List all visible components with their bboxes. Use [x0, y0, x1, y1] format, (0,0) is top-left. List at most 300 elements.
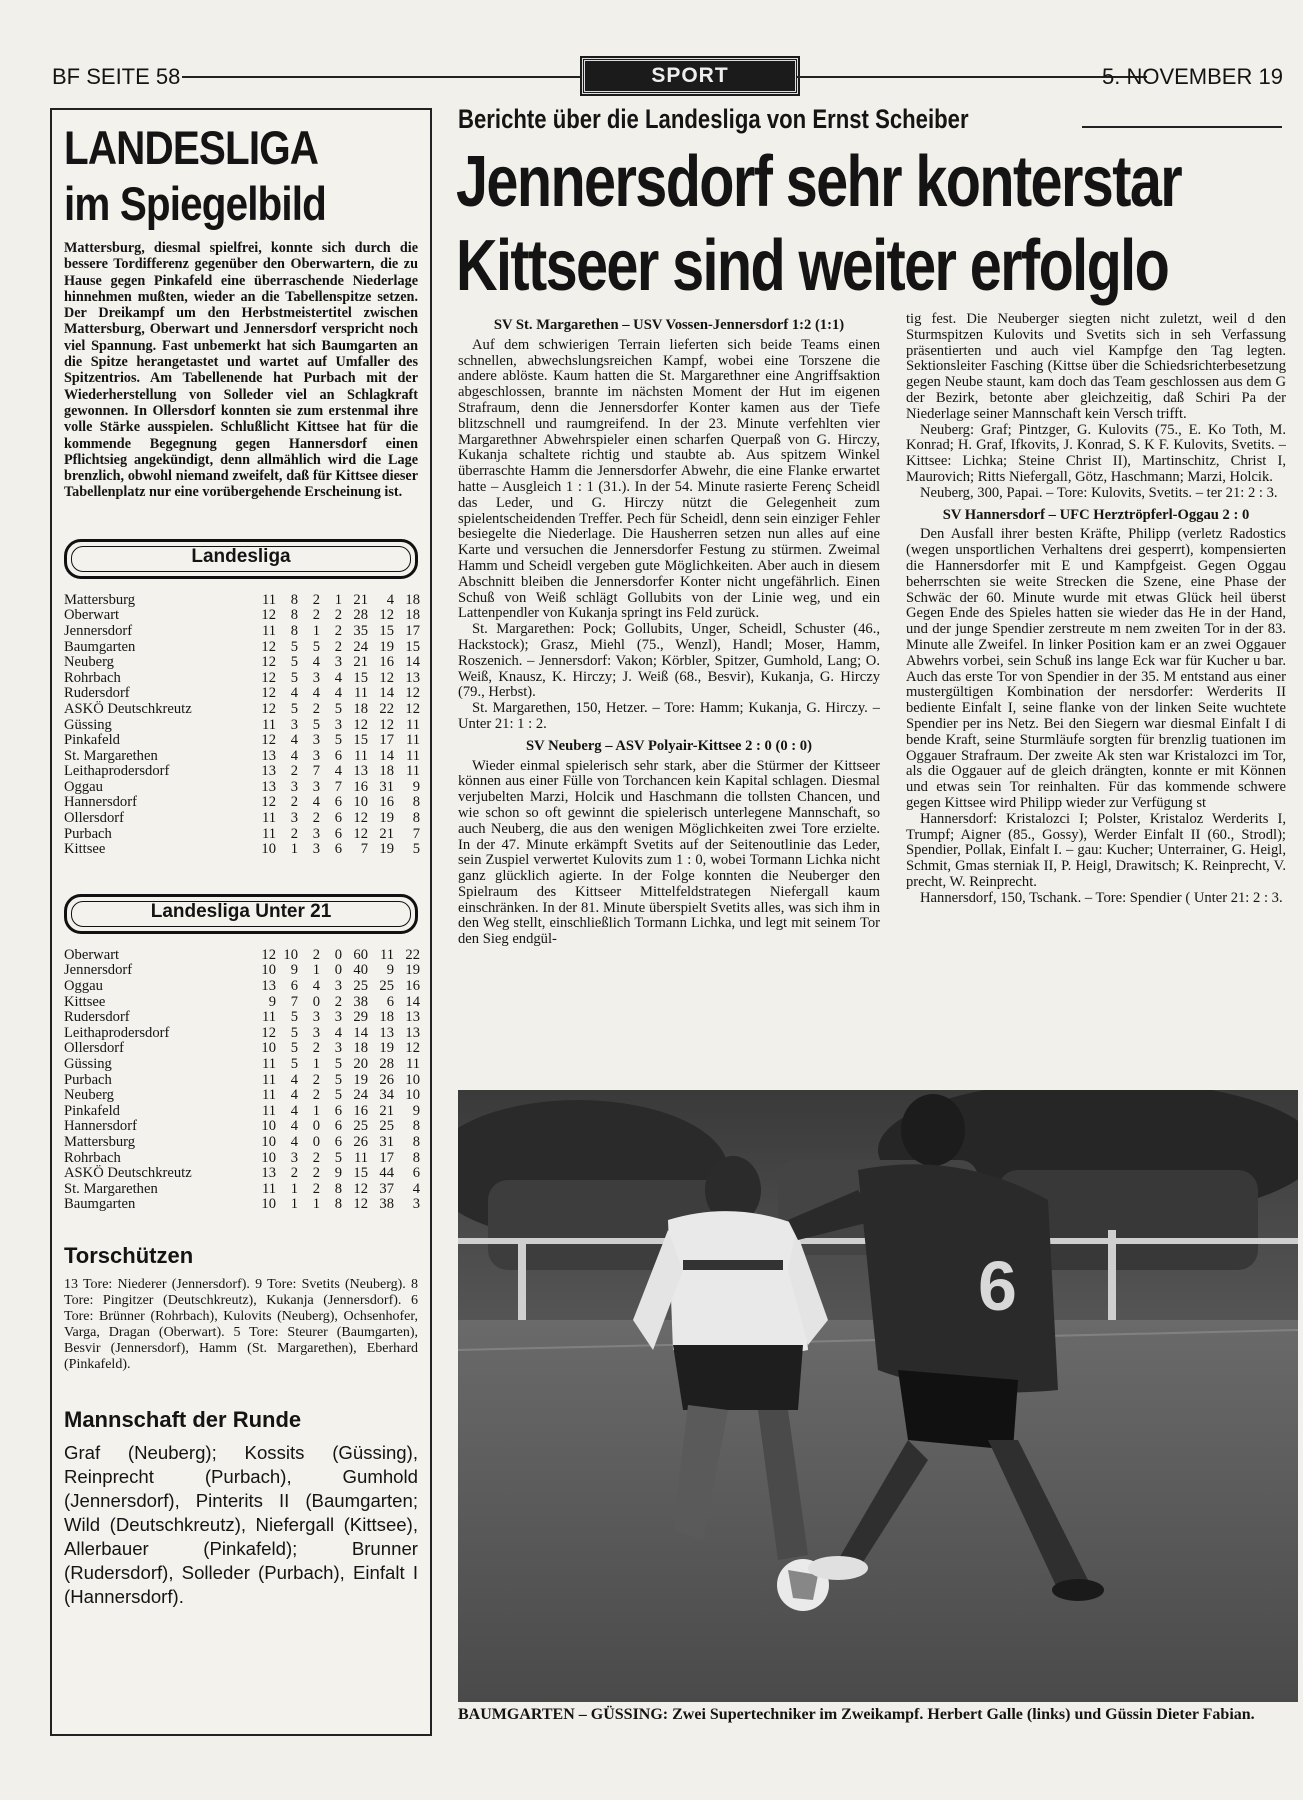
stat-cell: 11 [261, 716, 276, 733]
stat-cell: 12 [405, 685, 420, 702]
stat-cell: 1 [312, 1056, 320, 1072]
table-heading-label: Landesliga Unter 21 [150, 900, 332, 922]
stat-cell: 38 [379, 1196, 394, 1213]
header-rule-left [182, 76, 632, 78]
stat-cell: 11 [261, 1009, 276, 1026]
stat-cell: 9 [412, 778, 420, 795]
stat-cell: 4 [312, 654, 320, 671]
team-name: Pinkafeld [64, 732, 120, 749]
stat-cell: 2 [334, 993, 342, 1010]
stat-cell: 2 [334, 638, 342, 655]
stat-cell: 7 [360, 841, 368, 858]
team-name: St. Margarethen [64, 1180, 158, 1197]
stat-cell: 2 [312, 1149, 320, 1166]
stat-cell: 18 [379, 1009, 394, 1026]
stat-cell: 0 [334, 962, 342, 979]
stat-cell: 11 [353, 685, 368, 702]
kicker-rule [1082, 126, 1282, 128]
stat-cell: 4 [334, 685, 342, 702]
stat-cell: 12 [379, 607, 394, 624]
team-name: Oberwart [64, 946, 120, 963]
stat-cell: 1 [290, 841, 298, 858]
article-paragraph: St. Margarethen: Pock; Gollubits, Unger, Scheidl, Schuster (46., Hackstock); Grasz, Miehl (75., Wenzl), Handl; Moser, Hamm, Roszenich. – Jennersdorf: Vakon; Körbler, Spitzer, Gumhold, Lang; O. Weiß, Knausz, K. Hirczy; J. Weiß (68., Besvir), Kukanja, G. Hirczy (79., Herbst). [458, 621, 880, 701]
scorers-text: 13 Tore: Niederer (Jennersdorf). 9 Tore: Svetits (Neuberg). 8 Tore: Pingitzer (Deutschkreutz), Kukanja (Jennersdorf). 6 Tore: Brünner (Rohrbach), Kulovits (Neuberg), Ochsenhofer, Varga, Dragan (Oberwart). 5 Tore: Steurer (Baumgarten), Besvir (Jennersdorf), Hamm (St. Margarethen), Eberhard (Pinkafeld). [64, 1276, 418, 1372]
page-number: BF SEITE 58 [52, 64, 181, 89]
stat-cell: 2 [334, 622, 342, 639]
stat-cell: 35 [353, 622, 368, 639]
stat-cell: 3 [290, 810, 298, 827]
stat-cell: 5 [334, 1071, 342, 1088]
stat-cell: 34 [379, 1087, 394, 1104]
stat-cell: 3 [312, 732, 320, 749]
stat-cell: 17 [405, 622, 420, 639]
stat-cell: 12 [379, 669, 394, 686]
team-name: Oggau [64, 978, 103, 995]
stat-cell: 11 [261, 591, 276, 608]
stat-cell: 3 [290, 716, 298, 733]
stat-cell: 3 [412, 1196, 420, 1213]
team-name: Pinkafeld [64, 1102, 120, 1119]
stat-cell: 11 [379, 946, 394, 963]
team-name: Mattersburg [64, 1133, 136, 1150]
stat-cell: 10 [261, 1149, 276, 1166]
table-row [64, 979, 420, 995]
stat-cell: 3 [334, 978, 342, 995]
team-name: Neuberg [64, 654, 114, 671]
stat-cell: 4 [386, 591, 394, 608]
stat-cell: 16 [379, 794, 394, 811]
stat-cell: 11 [405, 747, 420, 764]
team-name: Mattersburg [64, 591, 136, 608]
scorers-heading: Torschützen [64, 1242, 194, 1268]
stat-cell: 19 [379, 810, 394, 827]
stat-cell: 2 [290, 763, 298, 780]
stat-cell: 9 [386, 962, 394, 979]
stat-cell: 3 [312, 747, 320, 764]
stat-cell: 10 [261, 1040, 276, 1057]
stat-cell: 0 [312, 1118, 320, 1135]
stat-cell: 8 [412, 1133, 420, 1150]
stat-cell: 12 [261, 638, 276, 655]
stat-cell: 12 [261, 794, 276, 811]
article-paragraph: Hannersdorf: Kristalozci I; Polster, Kristaloz Werderits I, Trumpf; Aigner (85., Gossy), Werder Einfalt II (60., Strodl); Spendier, Pollak, Einfalt I. – gau: Kucher; Unterrainer, G. Heigl, Schmit, Gmas sterniak II, P. Heigl, Drawitsch; K. Reinprecht, V. precht, W. Reinprecht. [906, 810, 1286, 890]
stat-cell: 12 [261, 946, 276, 963]
stat-cell: 4 [290, 685, 298, 702]
stat-cell: 12 [353, 825, 368, 842]
stat-cell: 3 [312, 778, 320, 795]
stat-cell: 25 [353, 1118, 368, 1135]
table-row [64, 1057, 420, 1073]
stat-cell: 14 [379, 747, 394, 764]
stat-cell: 6 [386, 993, 394, 1010]
stat-cell: 4 [412, 1180, 420, 1197]
article-paragraph: Neuberg: Graf; Pintzger, G. Kulovits (75., E. Ko Toth, M. Konrad; H. Graf, Ifkovits, J. Konrad, S. K F. Kulovits, Svetits. – Kittsee: Lichka; Steine Christ II), Martinschitz, Christ I, Maurovich; Ritts Niefergall, Götz, Haschmann; Marzi, Holcik. [906, 421, 1286, 485]
team-name: Oggau [64, 778, 103, 795]
stat-cell: 12 [261, 700, 276, 717]
stat-cell: 9 [290, 962, 298, 979]
stat-cell: 15 [405, 638, 420, 655]
stat-cell: 5 [334, 1087, 342, 1104]
stat-cell: 7 [334, 778, 342, 795]
stat-cell: 60 [353, 946, 368, 963]
stat-cell: 3 [290, 778, 298, 795]
stat-cell: 5 [290, 1056, 298, 1072]
stat-cell: 2 [312, 1180, 320, 1197]
team-name: Purbach [64, 825, 112, 842]
stat-cell: 5 [290, 669, 298, 686]
match-photo [458, 1090, 1298, 1702]
stat-cell: 13 [353, 763, 368, 780]
stat-cell: 4 [334, 669, 342, 686]
stat-cell: 6 [290, 978, 298, 995]
stat-cell: 6 [334, 825, 342, 842]
stat-cell: 5 [334, 732, 342, 749]
stat-cell: 8 [412, 1118, 420, 1135]
stat-cell: 5 [334, 700, 342, 717]
stat-cell: 3 [312, 669, 320, 686]
stat-cell: 13 [261, 1165, 276, 1182]
stat-cell: 15 [353, 669, 368, 686]
stat-cell: 1 [312, 622, 320, 639]
stat-cell: 11 [261, 810, 276, 827]
team-of-round-heading: Mannschaft der Runde [64, 1406, 302, 1432]
table-row [64, 624, 420, 640]
stat-cell: 3 [334, 1040, 342, 1057]
stat-cell: 12 [261, 1024, 276, 1041]
table-row [64, 811, 420, 827]
team-name: Kittsee [64, 993, 106, 1010]
table-row [64, 608, 420, 624]
stat-cell: 6 [334, 810, 342, 827]
stat-cell: 3 [334, 1009, 342, 1026]
stat-cell: 1 [334, 591, 342, 608]
stat-cell: 8 [290, 622, 298, 639]
stat-cell: 18 [353, 1040, 368, 1057]
table-row [64, 702, 420, 718]
stat-cell: 12 [405, 700, 420, 717]
stat-cell: 7 [312, 763, 320, 780]
stat-cell: 2 [312, 591, 320, 608]
team-name: Baumgarten [64, 1196, 136, 1213]
headline-line2: Kittseer sind weiter erfolglo [456, 226, 1169, 306]
table-heading-unter21 [64, 894, 418, 934]
sidebar-title-line2: im Spiegelbild [64, 177, 326, 230]
stat-cell: 18 [405, 591, 420, 608]
team-name: Baumgarten [64, 638, 136, 655]
stat-cell: 15 [353, 732, 368, 749]
stat-cell: 20 [353, 1056, 368, 1072]
stat-cell: 19 [379, 841, 394, 858]
stat-cell: 13 [405, 1024, 420, 1041]
stat-cell: 13 [261, 978, 276, 995]
table-row [64, 827, 420, 843]
stat-cell: 28 [353, 607, 368, 624]
stat-cell: 10 [405, 1071, 420, 1088]
stat-cell: 4 [312, 685, 320, 702]
stat-cell: 8 [412, 1149, 420, 1166]
stat-cell: 2 [290, 1165, 298, 1182]
stat-cell: 31 [379, 1133, 394, 1150]
table-row [64, 733, 420, 749]
stat-cell: 13 [261, 747, 276, 764]
stat-cell: 4 [334, 1024, 342, 1041]
table-heading-label: Landesliga [191, 545, 291, 567]
stat-cell: 12 [353, 716, 368, 733]
team-name: Oberwart [64, 607, 120, 624]
stat-cell: 8 [290, 591, 298, 608]
stat-cell: 5 [290, 700, 298, 717]
stat-cell: 37 [379, 1180, 394, 1197]
stat-cell: 4 [290, 1102, 298, 1119]
stat-cell: 16 [379, 654, 394, 671]
table-row [64, 1151, 420, 1167]
team-name: Hannersdorf [64, 794, 137, 811]
stat-cell: 4 [290, 1071, 298, 1088]
stat-cell: 21 [353, 654, 368, 671]
stat-cell: 6 [334, 794, 342, 811]
stat-cell: 4 [312, 978, 320, 995]
table-row [64, 640, 420, 656]
stat-cell: 25 [353, 978, 368, 995]
stat-cell: 18 [379, 763, 394, 780]
table-row [64, 686, 420, 702]
stat-cell: 11 [405, 716, 420, 733]
stat-cell: 12 [261, 732, 276, 749]
table-row [64, 749, 420, 765]
stat-cell: 11 [261, 622, 276, 639]
stat-cell: 9 [334, 1165, 342, 1182]
article-headline [456, 140, 1303, 308]
stat-cell: 2 [290, 825, 298, 842]
stat-cell: 10 [261, 1118, 276, 1135]
team-name: ASKÖ Deutschkreutz [64, 1165, 192, 1182]
article-paragraph: St. Margarethen, 150, Hetzer. – Tore: Hamm; Kukanja, G. Hirczy. – Unter 21: 1 : 2. [458, 700, 880, 732]
stat-cell: 3 [334, 716, 342, 733]
stat-cell: 0 [312, 1133, 320, 1150]
stat-cell: 31 [379, 778, 394, 795]
stat-cell: 8 [334, 1196, 342, 1213]
stat-cell: 12 [261, 607, 276, 624]
stat-cell: 11 [261, 825, 276, 842]
stat-cell: 19 [379, 638, 394, 655]
stat-cell: 4 [290, 732, 298, 749]
stat-cell: 11 [261, 1180, 276, 1197]
stat-cell: 10 [353, 794, 368, 811]
stat-cell: 8 [412, 794, 420, 811]
stat-cell: 17 [379, 1149, 394, 1166]
table-row [64, 718, 420, 734]
stat-cell: 2 [312, 1165, 320, 1182]
stat-cell: 12 [353, 810, 368, 827]
jersey-number: 6 [978, 1247, 1017, 1325]
table-row [64, 1119, 420, 1135]
stat-cell: 5 [312, 716, 320, 733]
match-heading: SV St. Margarethen – USV Vossen-Jennersdorf 1:2 (1:1) [493, 317, 845, 333]
stat-cell: 24 [353, 638, 368, 655]
stat-cell: 3 [312, 825, 320, 842]
stat-cell: 6 [334, 1118, 342, 1135]
stat-cell: 5 [290, 1024, 298, 1041]
team-name: Leithaprodersdorf [64, 1024, 170, 1041]
stat-cell: 5 [290, 654, 298, 671]
team-name: Purbach [64, 1071, 112, 1088]
stat-cell: 26 [353, 1133, 368, 1150]
article-paragraph: tig fest. Die Neuberger siegten nicht zuletzt, weil d den Sturmspitzen Kulovits und Svetits sich in seh Verfassung präsentierten und auch viel Kampfge den Tag legten. Sektionsleiter Fasching (Kittse über die Schiedsrichterbesetzung gegen Neube staunt, kam doch das Team geschlossen aus dem G der Bezirk, betonte aber gleichzeitig, daß Schiri Pa der Niederlage seiner Mannschaft kein Versch trifft. [906, 312, 1286, 422]
stat-cell: 10 [261, 962, 276, 979]
stat-cell: 14 [379, 685, 394, 702]
stat-cell: 3 [312, 1024, 320, 1041]
stat-cell: 12 [353, 1196, 368, 1213]
stat-cell: 2 [312, 946, 320, 963]
stat-cell: 1 [290, 1196, 298, 1213]
stat-cell: 5 [312, 638, 320, 655]
table-row [64, 671, 420, 687]
stat-cell: 6 [334, 1133, 342, 1150]
table-row [64, 1041, 420, 1057]
stat-cell: 4 [290, 1087, 298, 1104]
stat-cell: 14 [405, 993, 420, 1010]
stat-cell: 4 [290, 747, 298, 764]
match-heading: SV Neuberg – ASV Polyair-Kittsee 2 : 0 (0 : 0) [526, 737, 812, 754]
table-row [64, 948, 420, 964]
stat-cell: 22 [379, 700, 394, 717]
team-name: Neuberg [64, 1087, 114, 1104]
stat-cell: 11 [353, 1149, 368, 1166]
stat-cell: 25 [379, 978, 394, 995]
standings-table-u21 [64, 948, 420, 1213]
team-name: Rudersdorf [64, 685, 130, 702]
stat-cell: 38 [353, 993, 368, 1010]
stat-cell: 11 [353, 747, 368, 764]
stat-cell: 19 [353, 1071, 368, 1088]
table-row [64, 1182, 420, 1198]
stat-cell: 10 [261, 841, 276, 858]
stat-cell: 13 [405, 1009, 420, 1026]
table-row [64, 1010, 420, 1026]
team-name: Rohrbach [64, 669, 121, 686]
stat-cell: 12 [379, 716, 394, 733]
stat-cell: 13 [261, 763, 276, 780]
stat-cell: 10 [261, 1133, 276, 1150]
table-row [64, 780, 420, 796]
stat-cell: 16 [405, 978, 420, 995]
stat-cell: 1 [312, 962, 320, 979]
stat-cell: 18 [405, 607, 420, 624]
stat-cell: 1 [290, 1180, 298, 1197]
stat-cell: 6 [334, 841, 342, 858]
stat-cell: 0 [312, 993, 320, 1010]
stat-cell: 5 [290, 1009, 298, 1026]
stat-cell: 29 [353, 1009, 368, 1026]
team-name: Jennersdorf [64, 962, 133, 979]
article-paragraph: Hannersdorf, 150, Tschank. – Tore: Spendier ( Unter 21: 2 : 3. [920, 889, 1283, 906]
match-heading: SV Hannersdorf – UFC Herztröpferl-Oggau 2 : 0 [942, 506, 1250, 523]
stat-cell: 16 [353, 778, 368, 795]
table-row [64, 655, 420, 671]
issue-date: 5. NOVEMBER 19 [1102, 64, 1283, 89]
stat-cell: 12 [353, 1180, 368, 1197]
table-row [64, 1135, 420, 1151]
stat-cell: 22 [405, 946, 420, 963]
article-kicker: Berichte über die Landesliga von Ernst Scheiber [458, 104, 969, 134]
article-paragraph: Neuberg, 300, Papai. – Tore: Kulovits, Svetits. – ter 21: 2 : 3. [920, 484, 1278, 501]
stat-cell: 13 [379, 1024, 394, 1041]
stat-cell: 7 [290, 993, 298, 1010]
stat-cell: 11 [405, 763, 420, 780]
stat-cell: 2 [312, 700, 320, 717]
team-name: Rohrbach [64, 1149, 121, 1166]
stat-cell: 1 [312, 1102, 320, 1119]
article-paragraph: Den Ausfall ihrer besten Kräfte, Philipp (verletz Radostics (wegen unsportlichen Verhaltens drei gesperrt), kompensierten die Hannersdorfer mit E und Kampfgeist. Gegen Oggau beherrschten sie weite Strecken die Szene, eine Phase der Schwäc der 60. Minute wurde mit etwas Glück heil überst Gegen Ende des Spieles hatten sie wieder das He in der Hand, und der junge Spendier zerstreute m nem zweiten Tor in der 83. Minute alle Zweifel. In linker Position kam er an zwei Oggauer Abwehrs vorbei, sein Schuß ins lange Eck war für Kucher u bar. Auch das erste Tor von Spendier in der 35. M entstand aus einer mustergültigen Kombination der nersdorfer: Werderits II bediente Einfalt I, seine flanke von der linken Seite wuchtete Spendier per ins Netz. Bei den Siegern war diesmal Einfalt I di bende Kraft, seine Sturmläufe sorgten für brenzlig tuationen im Oggauer Strafraum. Der zweite Ak sten war Kristalozci im Tor, als die Oggauer auf de gleich drängten, konnte er mit Können und etwas sein Tor reinhalten. Für das kommende schwere gegen Kittsee wird Philipp wieder zur Verfügung st [906, 526, 1286, 811]
team-name: Rudersdorf [64, 1009, 130, 1026]
table-row [64, 593, 420, 609]
stat-cell: 12 [261, 669, 276, 686]
table-row [64, 795, 420, 811]
stat-cell: 9 [268, 993, 276, 1010]
stat-cell: 8 [290, 607, 298, 624]
stat-cell: 13 [405, 669, 420, 686]
stat-cell: 6 [334, 1102, 342, 1119]
stat-cell: 12 [261, 685, 276, 702]
headline-line1: Jennersdorf sehr konterstar [456, 142, 1182, 222]
stat-cell: 2 [312, 1071, 320, 1088]
stat-cell: 10 [283, 946, 298, 963]
stat-cell: 10 [405, 1087, 420, 1104]
team-name: Ollersdorf [64, 810, 124, 827]
stat-cell: 5 [290, 638, 298, 655]
stat-cell: 2 [312, 810, 320, 827]
stat-cell: 40 [353, 962, 368, 979]
stat-cell: 12 [261, 654, 276, 671]
page-header [52, 58, 1282, 94]
stat-cell: 17 [379, 732, 394, 749]
stat-cell: 2 [312, 1040, 320, 1057]
stat-cell: 10 [261, 1196, 276, 1213]
stat-cell: 2 [334, 607, 342, 624]
stat-cell: 3 [312, 841, 320, 858]
stat-cell: 9 [412, 1102, 420, 1119]
stat-cell: 25 [379, 1118, 394, 1135]
stat-cell: 2 [312, 607, 320, 624]
stat-cell: 1 [312, 1196, 320, 1213]
team-name: Hannersdorf [64, 1118, 137, 1135]
stat-cell: 13 [261, 778, 276, 795]
table-row [64, 1026, 420, 1042]
team-name: ASKÖ Deutschkreutz [64, 700, 192, 717]
match-photo-illustration [458, 1090, 1298, 1702]
stat-cell: 0 [334, 946, 342, 963]
team-name: Kittsee [64, 841, 106, 858]
article-column-1 [458, 312, 880, 1074]
stat-cell: 15 [353, 1165, 368, 1182]
stat-cell: 3 [290, 1149, 298, 1166]
team-name: Güssing [64, 716, 112, 733]
team-name: Ollersdorf [64, 1040, 124, 1057]
stat-cell: 6 [334, 747, 342, 764]
stat-cell: 8 [334, 1180, 342, 1197]
table-row [64, 842, 420, 858]
stat-cell: 14 [353, 1024, 368, 1041]
sidebar-intro: Mattersburg, diesmal spielfrei, konnte sich durch die bessere Tordifferenz gegenüber den Oberwartern, die zu Hause gegen Pinkafeld eine überraschende Niederlage hinnehmen mußten, wieder an die Tabellenspitze setzen. Der Dreikampf um den Herbstmeistertitel zwischen Mattersburg, Oberwart und Jennersdorf verspricht noch viel Spannung. Fast unbemerkt hat sich Baumgarten an die Spitze herangetastet und wartet auf Umfaller des Spitzentrios. Am Tabellenende hat Purbach mit der Wiederherstellung von Solleder viel an Schlagkraft gewonnen. In Ollersdorf konnten sie zum erstenmal ihre volle Stärke ausspielen. Schlußlicht Kittsee hat für die kommende Begegnung gegen Hannersdorf einen Pflichtsieg angekündigt, denn allmählich wird die Lage brenzlich, obwohl niemand zweifelt, daß für Kittsee dieser Tabellenplatz nur eine vorübergehende Erscheinung ist. [64, 240, 418, 501]
stat-cell: 15 [379, 622, 394, 639]
team-name: Leithaprodersdorf [64, 763, 170, 780]
stat-cell: 21 [379, 825, 394, 842]
stat-cell: 19 [379, 1040, 394, 1057]
photo-caption: BAUMGARTEN – GÜSSING: Zwei Supertechniker im Zweikampf. Herbert Galle (links) und Güssin Dieter Fabian. [458, 1706, 1255, 1723]
stat-cell: 8 [412, 810, 420, 827]
sidebar-box [50, 108, 432, 1736]
stat-cell: 16 [353, 1102, 368, 1119]
